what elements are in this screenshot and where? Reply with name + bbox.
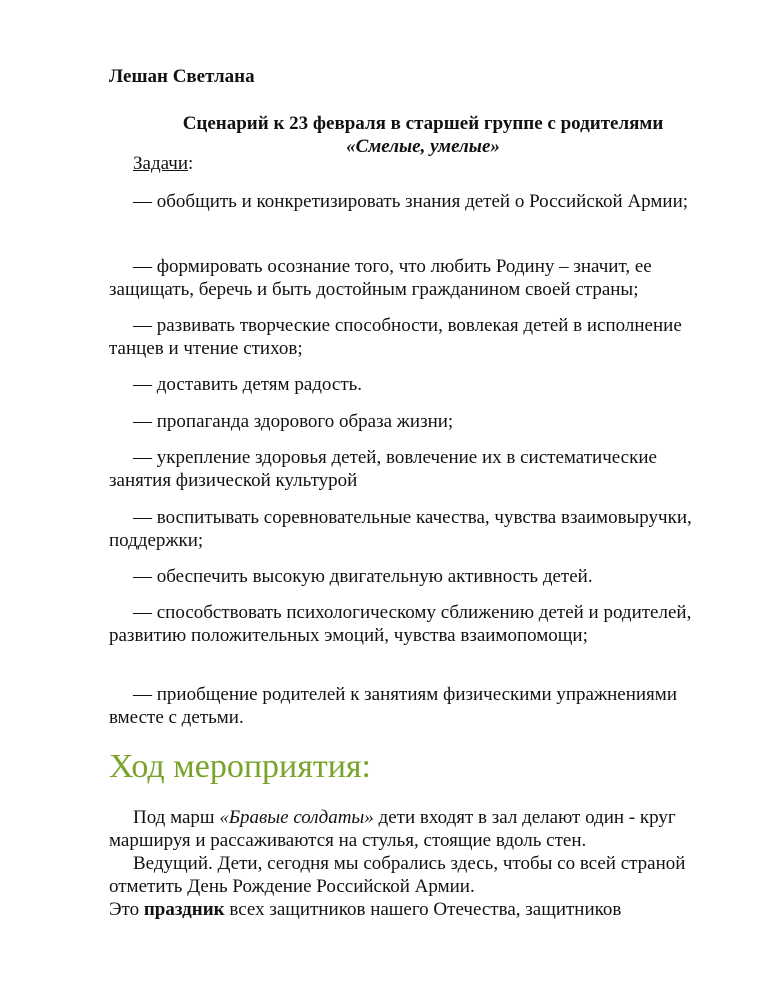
task-item: — формировать осознание того, что любить Родину – значит, ее защищать, беречь и быть достойным гражданином своей страны; — [109, 256, 652, 300]
task-item: — приобщение родителей к занятиям физическими упражнениями вместе с детьми. — [109, 684, 677, 728]
author-name: Лешан Светлана — [109, 66, 255, 87]
paragraph-march — [109, 806, 729, 852]
document-title — [109, 112, 737, 158]
tasks-label-colon: : — [188, 153, 194, 174]
para-bold: праздник — [143, 899, 225, 920]
paragraph-host: Ведущий. Дети, сегодня мы собрались здесь, чтобы со всей страной отметить День Рождение Российской Армии. — [109, 853, 686, 897]
para-text: всех защитников нашего Отечества, защитников — [224, 899, 622, 920]
task-item: — развивать творческие способности, вовлекая детей в исполнение танцев и чтение стихов; — [109, 315, 682, 359]
para-text: дети входят в зал делают один - круг маршируя и рассаживаются на стулья, стоящие вдоль стен. — [109, 807, 676, 851]
title-subtitle: «Смелые, умелые» — [346, 136, 500, 157]
task-item: — способствовать психологическому сближению детей и родителей, развитию положительных эмоций, чувства взаимопомощи; — [109, 602, 692, 646]
para-text: Под марш — [133, 807, 220, 828]
tasks-label — [133, 153, 193, 175]
paragraph-holiday — [109, 898, 729, 921]
para-italic: «Бравые солдаты» — [219, 807, 374, 828]
section-heading: Ход мероприятия: — [109, 748, 372, 785]
task-item: — доставить детям радость. — [133, 374, 363, 395]
para-text: Это — [109, 899, 144, 920]
tasks-label-text: Задачи — [133, 153, 189, 174]
task-item: — воспитывать соревновательные качества, чувства взаимовыручки, поддержки; — [109, 507, 692, 551]
task-item: — укрепление здоровья детей, вовлечение их в систематические занятия физической культурой — [109, 447, 657, 491]
task-item: — обеспечить высокую двигательную активность детей. — [133, 566, 593, 587]
task-item: — обобщить и конкретизировать знания детей о Российской Армии; — [133, 191, 689, 212]
task-item: — пропаганда здорового образа жизни; — [133, 411, 454, 432]
title-line: Сценарий к 23 февраля в старшей группе с родителями — [182, 113, 664, 134]
